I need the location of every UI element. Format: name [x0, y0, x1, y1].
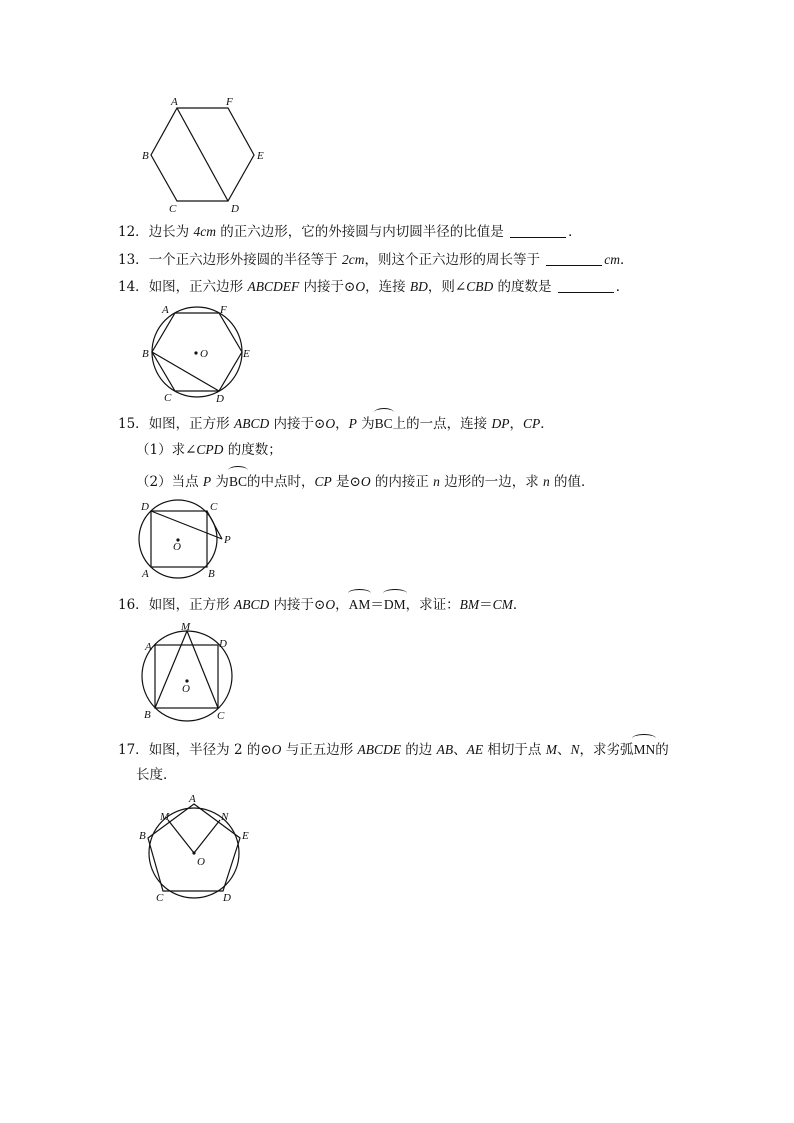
arc-bc: BC	[229, 471, 247, 491]
label-a: A	[142, 568, 149, 580]
question-17: 17．如图，半径为 2 的⊙O 与正五边形 ABCDE 的边 AB、AE 相切于点 M、N，求劣弧MN的	[118, 739, 669, 759]
square-p-figure	[136, 497, 248, 585]
label-a: A	[189, 793, 196, 805]
square-shape	[155, 645, 218, 708]
label-p: P	[224, 534, 231, 546]
label-b: B	[139, 830, 146, 842]
arc-bc: BC	[375, 413, 393, 433]
label-o: O	[200, 348, 208, 360]
question-15-part-1: （1）求∠CPD 的度数；	[136, 442, 282, 458]
label-o: O	[173, 541, 181, 553]
answer-blank[interactable]	[510, 225, 566, 238]
label-a: A	[145, 641, 152, 653]
label-o: O	[182, 683, 190, 695]
label-d: D	[141, 501, 149, 513]
question-15: 15．如图，正方形 ABCD 内接于⊙O，P 为BC上的一点，连接 DP，CP．	[118, 413, 554, 433]
label-c: C	[210, 501, 218, 513]
label-a: A	[171, 96, 178, 108]
label-m: M	[181, 621, 191, 633]
label-e: E	[257, 150, 264, 162]
question-17-line-2: 长度．	[136, 767, 177, 783]
label-f: F	[220, 304, 227, 316]
question-13: 13．一个正六边形外接圆的半径等于 2cm，则这个正六边形的周长等于 cm．	[118, 252, 634, 268]
label-e: E	[243, 348, 250, 360]
label-n: N	[221, 811, 229, 823]
answer-blank[interactable]	[546, 253, 602, 266]
label-c: C	[169, 203, 177, 215]
label-d: D	[223, 892, 231, 904]
label-c: C	[217, 710, 225, 722]
square-m-figure	[138, 620, 242, 726]
label-f: F	[226, 96, 233, 108]
pentagon-figure	[138, 793, 268, 905]
label-a: A	[162, 304, 169, 316]
label-e: E	[242, 830, 249, 842]
label-b: B	[142, 348, 149, 360]
arc-mn: MN	[633, 739, 655, 759]
hexagon-circle-figure	[138, 302, 258, 406]
arc-am: AM	[349, 594, 371, 614]
segment-cp	[207, 511, 222, 539]
segment-bd	[152, 352, 219, 391]
hexagon-ad-figure	[140, 95, 270, 215]
arc-dm: DM	[384, 594, 406, 614]
label-m: M	[160, 811, 170, 823]
label-d: D	[231, 203, 239, 215]
label-b: B	[208, 568, 215, 580]
radius-on	[194, 820, 220, 853]
question-12: 12．边长为 4cm 的正六边形，它的外接圆与内切圆半径的比值是 ．	[118, 224, 582, 240]
center-point	[194, 351, 197, 354]
label-b: B	[144, 709, 151, 721]
label-d: D	[216, 393, 224, 405]
question-15-part-2: （2）当点 P 为BC的中点时，CP 是⊙O 的内接正 n 边形的一边，求 n 的值．	[136, 471, 595, 491]
label-d: D	[219, 638, 227, 650]
center-point	[192, 851, 195, 854]
label-b: B	[142, 150, 149, 162]
radius-om	[168, 820, 194, 853]
question-16: 16．如图，正方形 ABCD 内接于⊙O，AM＝DM，求证：BM＝CM．	[118, 594, 526, 614]
segment-dp	[151, 511, 222, 539]
label-o: O	[197, 856, 205, 868]
triangle-bmc	[155, 631, 218, 708]
label-c: C	[156, 892, 164, 904]
label-c: C	[164, 392, 172, 404]
answer-blank[interactable]	[558, 280, 614, 293]
diagonal-ad	[177, 108, 228, 201]
question-14: 14．如图，正六边形 ABCDEF 内接于⊙O，连接 BD，则∠CBD 的度数是 ．	[118, 279, 630, 295]
